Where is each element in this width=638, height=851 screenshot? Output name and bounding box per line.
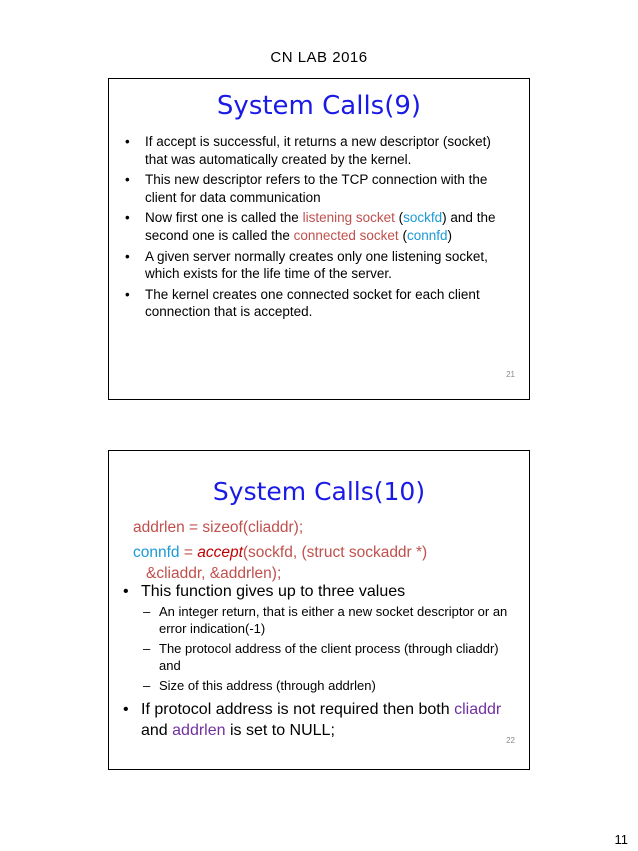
dash-icon: – — [143, 604, 151, 619]
code-args-continued: &cliaddr, &addrlen); — [146, 565, 282, 582]
bullet-icon: • — [125, 210, 130, 226]
bullet-text: A given server normally creates only one listening socket, which exists for the life time of the server. — [145, 248, 488, 282]
list-item — [121, 248, 501, 283]
bullet-text: ) — [447, 227, 452, 243]
list-item — [119, 678, 519, 695]
listening-socket-term: listening socket — [302, 210, 395, 226]
sub-bullet-text: An integer return, that is either a new socket descriptor or an error indication(-1) — [159, 604, 508, 636]
bullet-text: is set to NULL; — [225, 721, 335, 739]
bullet-icon: • — [125, 248, 130, 264]
bullet-text: This new descriptor refers to the TCP connection with the client for data communication — [145, 172, 488, 205]
dash-icon: – — [143, 678, 151, 693]
code-line-addrlen: addrlen = sizeof(cliaddr); — [133, 519, 304, 536]
dash-icon: – — [143, 641, 151, 656]
bullet-icon: • — [123, 583, 129, 600]
slide-page-number: 22 — [506, 736, 515, 745]
slide-page-number: 21 — [506, 370, 515, 379]
list-item — [119, 581, 519, 602]
bullet-list — [119, 581, 519, 743]
accept-func: accept — [197, 544, 243, 561]
bullet-text: and — [141, 721, 173, 739]
slide-title: System Calls(9) — [216, 91, 422, 121]
bullet-text: ( — [394, 210, 404, 226]
bullet-text: Now first one is called the — [145, 210, 303, 226]
list-item — [121, 286, 501, 321]
sockfd-term: sockfd — [403, 210, 443, 226]
slide-system-calls-9 — [108, 78, 530, 400]
connected-socket-term: connected socket — [293, 227, 399, 243]
cliaddr-term: cliaddr — [454, 700, 502, 718]
bullet-text: The kernel creates one connected socket for each client connection that is accepted. — [145, 286, 480, 320]
slide-title: System Calls(10) — [212, 477, 426, 506]
code-line-accept — [133, 542, 513, 584]
bullet-text: This function gives up to three values — [141, 583, 406, 600]
bullet-icon: • — [125, 134, 130, 149]
list-item — [119, 604, 519, 637]
page-number: 11 — [614, 832, 628, 847]
code-args: (sockfd, (struct sockaddr *) — [242, 544, 428, 561]
addrlen-term: addrlen — [172, 721, 226, 739]
connfd-term: connfd — [406, 227, 448, 243]
list-item — [121, 133, 501, 168]
code-eq: = — [179, 544, 198, 561]
bullet-text: If accept is successful, it returns a new descriptor (socket) that was automatically created by the kernel. — [145, 134, 491, 167]
bullet-icon: • — [123, 700, 129, 718]
list-item — [119, 641, 519, 674]
bullet-list — [121, 133, 501, 324]
sub-bullet-text: Size of this address (through addrlen) — [159, 678, 376, 693]
list-item — [121, 209, 501, 244]
list-item — [119, 699, 519, 741]
bullet-icon: • — [125, 172, 130, 188]
list-item — [121, 171, 501, 206]
bullet-text: ) and the second one is called the — [145, 210, 496, 243]
bullet-icon: • — [125, 286, 130, 302]
connfd-var: connfd — [133, 544, 180, 561]
bullet-text: ( — [398, 227, 407, 243]
bullet-text: If protocol address is not required then both — [141, 700, 455, 718]
page-header: CN LAB 2016 — [270, 49, 368, 66]
slide-system-calls-10 — [108, 450, 530, 770]
sub-bullet-text: The protocol address of the client process (through cliaddr) and — [159, 641, 499, 673]
